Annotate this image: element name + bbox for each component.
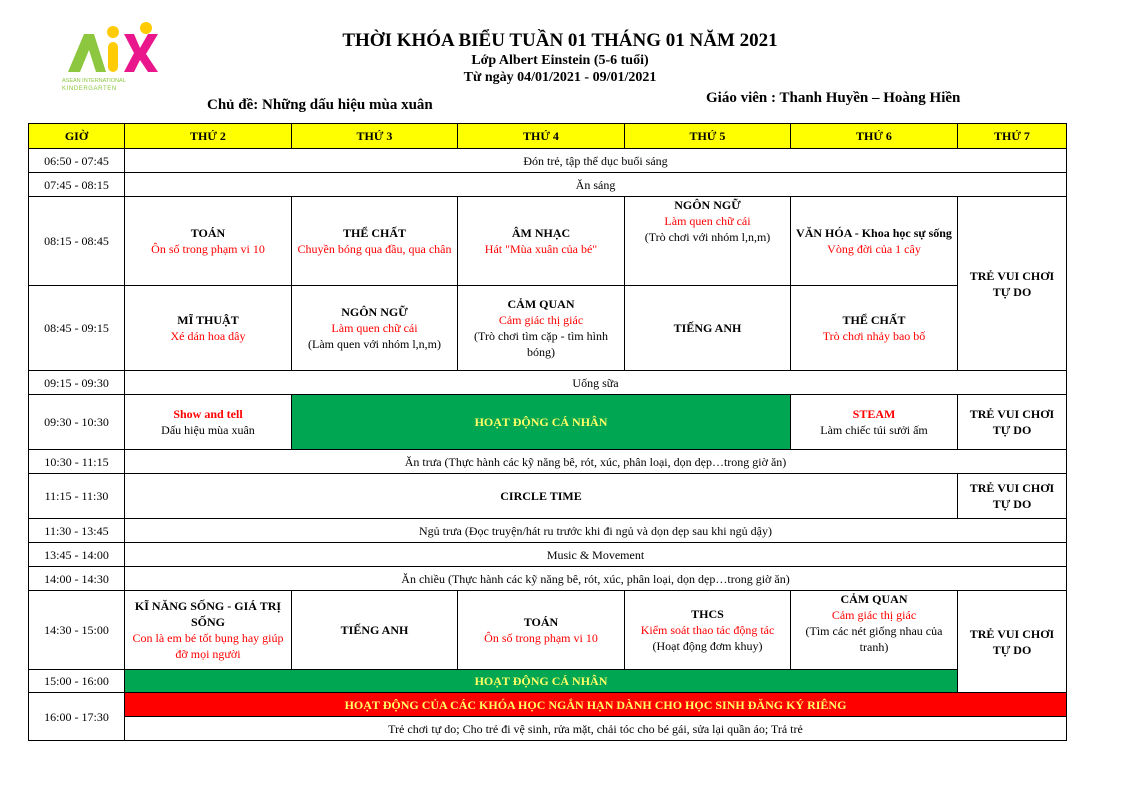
lesson-detail: Xé dán hoa dây <box>170 329 246 343</box>
lesson-subject: THCS <box>691 607 724 621</box>
lesson-subject: KĨ NĂNG SỐNG - GIÁ TRỊ SỐNG <box>134 599 282 629</box>
free-play-cell: TRẺ VUI CHƠI TỰ DO <box>958 474 1067 519</box>
col-header-time: GIỜ <box>29 124 125 149</box>
lesson-cell <box>292 286 458 371</box>
col-header-sat: THỨ 7 <box>958 124 1067 149</box>
school-logo <box>58 20 162 94</box>
table-row <box>29 519 1067 543</box>
activity-cell: Ngủ trưa (Đọc truyện/hát ru trước khi đi ngủ và dọn dẹp sau khi ngủ dậy) <box>125 519 1067 543</box>
lesson-detail: Trò chơi nhảy bao bố <box>822 329 926 343</box>
lesson-detail: Cảm giác thị giác <box>498 313 584 327</box>
date-range: Từ ngày 04/01/2021 - 09/01/2021 <box>463 70 657 85</box>
time-cell: 10:30 - 11:15 <box>29 450 125 474</box>
time-cell: 13:45 - 14:00 <box>29 543 125 567</box>
time-cell: 14:30 - 15:00 <box>29 591 125 670</box>
logo-letters <box>68 22 158 72</box>
lesson-note: (Hoạt động đơm khuy) <box>652 639 763 653</box>
activity-cell: Trẻ chơi tự do; Cho trẻ đi vệ sinh, rửa mặt, chải tóc cho bé gái, sửa lại quần áo; Trả trẻ <box>125 717 1067 741</box>
lesson-subject: TIẾNG ANH <box>340 623 409 637</box>
logo-tagline-2: KINDERGARTEN <box>62 86 117 92</box>
lesson-detail: Cảm giác thị giác <box>831 608 917 622</box>
class-line: Lớp Albert Einstein (5-6 tuổi) <box>471 53 649 68</box>
header-row <box>29 124 1067 149</box>
time-cell: 11:15 - 11:30 <box>29 474 125 519</box>
table-row <box>29 149 1067 173</box>
activity-cell: Ăn trưa (Thực hành các kỹ năng bê, rót, xúc, phân loại, dọn dẹp…trong giờ ăn) <box>125 450 1067 474</box>
table-row <box>29 173 1067 197</box>
lesson-detail: Hát "Mùa xuân của bé" <box>484 242 598 256</box>
timetable <box>28 123 1067 741</box>
lesson-note: (Trò chơi tìm cặp - tìm hình bóng) <box>474 329 608 359</box>
time-cell: 06:50 - 07:45 <box>29 149 125 173</box>
col-header-fri: THỨ 6 <box>791 124 958 149</box>
lesson-subject: THỂ CHẤT <box>842 313 906 327</box>
table-row <box>29 286 1067 371</box>
time-cell: 09:15 - 09:30 <box>29 371 125 395</box>
time-cell: 08:45 - 09:15 <box>29 286 125 371</box>
lesson-detail: Làm quen chữ cái <box>664 214 751 228</box>
lesson-note: (Làm quen với nhóm l,n,m) <box>308 337 441 351</box>
time-cell: 14:00 - 14:30 <box>29 567 125 591</box>
individual-activity-cell: HOẠT ĐỘNG CÁ NHÂN <box>292 395 791 450</box>
free-play-cell: TRẺ VUI CHƠI TỰ DO <box>958 591 1067 693</box>
title-block <box>220 30 900 86</box>
col-header-mon: THỨ 2 <box>125 124 292 149</box>
lesson-detail: Ôn số trong phạm vi 10 <box>484 631 598 645</box>
lesson-cell <box>125 197 292 286</box>
lesson-subject: CẢM QUAN <box>840 592 908 606</box>
teacher-line: Giáo viên : Thanh Huyền – Hoàng Hiền <box>706 90 961 106</box>
free-play-cell: TRẺ VUI CHƠI TỰ DO <box>958 395 1067 450</box>
lesson-cell <box>125 591 292 670</box>
lesson-detail: Kiểm soát thao tác động tác <box>640 623 775 637</box>
time-cell: 16:00 - 17:30 <box>29 693 125 741</box>
lesson-detail: Làm quen chữ cái <box>331 321 418 335</box>
activity-cell: Đón trẻ, tập thể dục buổi sáng <box>125 149 1067 173</box>
table-row <box>29 693 1067 717</box>
page-title: THỜI KHÓA BIỂU TUẦN 01 THÁNG 01 NĂM 2021 <box>342 30 778 51</box>
lesson-cell <box>791 286 958 371</box>
activity-cell: Ăn sáng <box>125 173 1067 197</box>
lesson-note: (Tìm các nét giống nhau của tranh) <box>805 624 943 654</box>
theme-line: Chủ đề: Những dấu hiệu mùa xuân <box>207 97 433 113</box>
lesson-detail: Làm chiếc túi sưởi ấm <box>820 423 928 437</box>
lesson-cell <box>458 286 625 371</box>
lesson-detail: Vòng đời của 1 cây <box>827 242 921 256</box>
lesson-subject: ÂM NHẠC <box>511 226 571 240</box>
lesson-cell <box>791 591 958 670</box>
lesson-cell <box>458 197 625 286</box>
time-cell: 11:30 - 13:45 <box>29 519 125 543</box>
lesson-subject: VĂN HÓA - Khoa học sự sống <box>796 226 952 240</box>
table-row <box>29 395 1067 450</box>
lesson-cell <box>292 591 458 670</box>
lesson-cell <box>625 197 791 286</box>
lesson-cell <box>125 286 292 371</box>
circle-time-cell: CIRCLE TIME <box>125 474 958 519</box>
lesson-subject: MĨ THUẬT <box>177 313 239 327</box>
lesson-subject: Show and tell <box>173 407 243 421</box>
lesson-note: (Trò chơi với nhóm l,n,m) <box>644 230 771 244</box>
lesson-subject: TIẾNG ANH <box>673 321 742 335</box>
table-row <box>29 197 1067 286</box>
lesson-cell <box>125 395 292 450</box>
lesson-subject: CẢM QUAN <box>507 297 575 311</box>
lesson-subject: TOÁN <box>523 615 559 629</box>
activity-cell: Ăn chiều (Thực hành các kỹ năng bê, rót, xúc, phân loại, dọn dẹp…trong giờ ăn) <box>125 567 1067 591</box>
table-row <box>29 474 1067 519</box>
lesson-subject: TOÁN <box>190 226 226 240</box>
lesson-cell <box>625 286 791 371</box>
table-row <box>29 670 1067 693</box>
lesson-cell <box>292 197 458 286</box>
lesson-detail: Ôn số trong phạm vi 10 <box>151 242 265 256</box>
col-header-wed: THỨ 4 <box>458 124 625 149</box>
table-row <box>29 450 1067 474</box>
table-row <box>29 371 1067 395</box>
time-cell: 09:30 - 10:30 <box>29 395 125 450</box>
logo-tagline-1: ASEAN INTERNATIONAL <box>62 78 126 84</box>
table-row <box>29 591 1067 670</box>
table-row <box>29 717 1067 741</box>
lesson-detail: Dấu hiệu mùa xuân <box>161 423 255 437</box>
time-cell: 08:15 - 08:45 <box>29 197 125 286</box>
activity-cell: Music & Movement <box>125 543 1067 567</box>
lesson-subject: NGÔN NGỮ <box>341 305 408 319</box>
lesson-cell <box>458 591 625 670</box>
lesson-subject: STEAM <box>852 407 896 421</box>
table-row <box>29 567 1067 591</box>
free-play-cell: TRẺ VUI CHƠI TỰ DO <box>958 197 1067 371</box>
lesson-subject: NGÔN NGỮ <box>674 198 741 212</box>
lesson-detail: Con là em bé tốt bụng hay giúp đỡ mọi người <box>132 631 284 661</box>
short-course-banner: HOẠT ĐỘNG CỦA CÁC KHÓA HỌC NGẮN HẠN DÀNH CHO HỌC SINH ĐĂNG KÝ RIÊNG <box>125 693 1067 717</box>
lesson-subject: THỂ CHẤT <box>342 226 406 240</box>
lesson-cell <box>625 591 791 670</box>
time-cell: 07:45 - 08:15 <box>29 173 125 197</box>
time-cell: 15:00 - 16:00 <box>29 670 125 693</box>
activity-cell: Uống sữa <box>125 371 1067 395</box>
lesson-cell <box>791 395 958 450</box>
col-header-tue: THỨ 3 <box>292 124 458 149</box>
lesson-detail: Chuyền bóng qua đầu, qua chân <box>297 242 452 256</box>
table-row <box>29 543 1067 567</box>
lesson-cell <box>791 197 958 286</box>
col-header-thu: THỨ 5 <box>625 124 791 149</box>
individual-activity-cell: HOẠT ĐỘNG CÁ NHÂN <box>125 670 958 693</box>
